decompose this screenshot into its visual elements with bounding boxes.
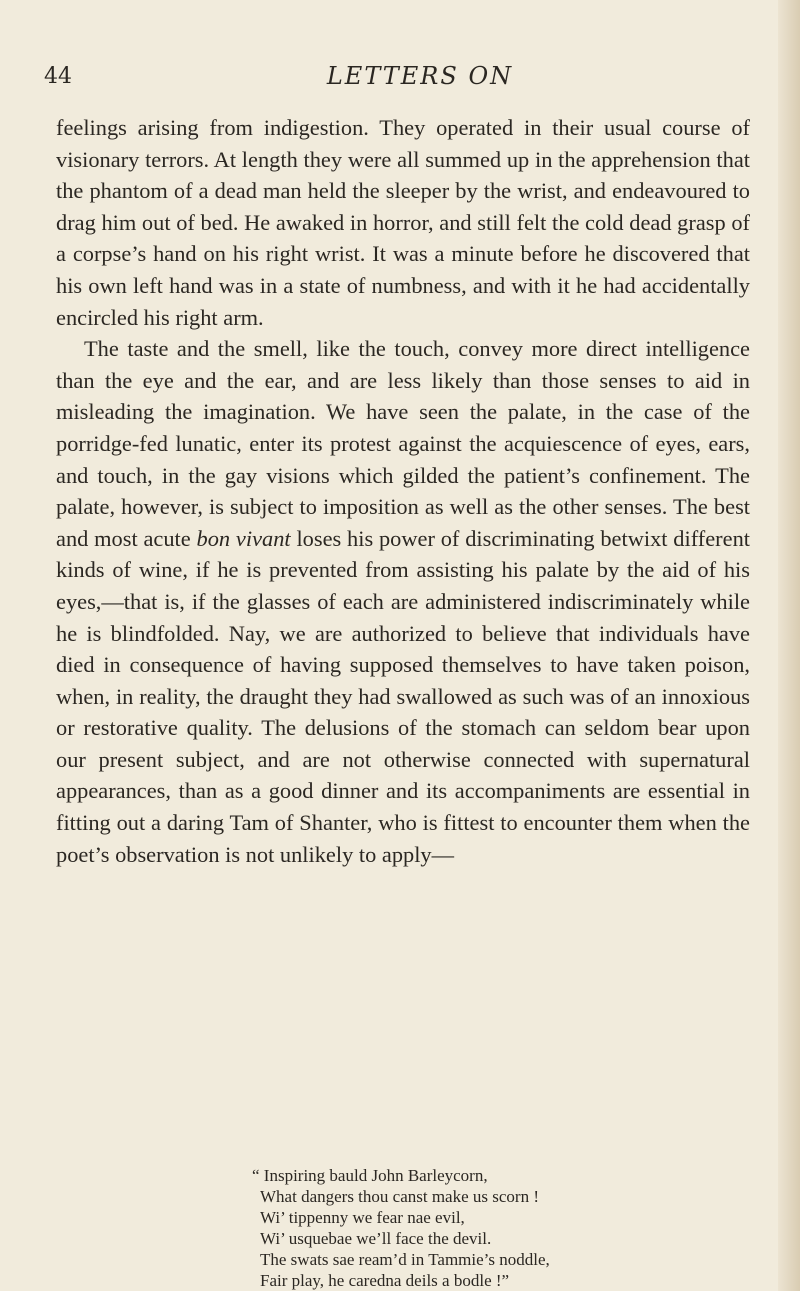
paragraph-2-text-start: The taste and the smell, like the touch, convey more direct intelligence than the eye and the ear, and are less likely than those senses to aid in misleading the imagination. We have seen the palate, in the case of the porridge-fed lunatic, enter its protest against the acquiescence of eyes, ears, and touch, in the gay visions which gilded the patient’s confinement. The palate, however, is subject to imposition as well as the other senses. The best and most acute [56,336,750,551]
paragraph-2-text-end: loses his power of discriminating betwixt different kinds of wine, if he is prevented from assisting his palate by the aid of his eyes,—that is, if the glasses of each are administered indiscriminately while he is blindfolded. Nay, we are authorized to believe that individuals have died in consequence of having supposed themselves to have taken poison, when, in reality, the draught they had swallowed as such was of an innoxious or restorative quality. The delusions of the stomach can seldom bear upon our present subject, and are not otherwise connected with supernatural appearances, than as a good dinner and its accompaniments are essential in fitting out a daring Tam of Shanter, who is fittest to encounter them when the poet’s observation is not unlikely to apply— [56,525,750,867]
paragraph-1 [56,112,750,333]
running-head: LETTERS ON [326,62,514,90]
verse-line: Wi’ tippenny we fear nae evil, [260,1208,465,1227]
verse-line: Wi’ usquebae we’ll face the devil. [260,1229,492,1248]
paragraph-1-text: feelings arising from indigestion. They operated in their usual course of visionary terrors. At length they were all summed up in the apprehension that the phantom of a dead man held the sleeper by the wrist, and endeavoured to drag him out of bed. He awaked in horror, and still felt the cold dead grasp of a corpse’s hand on his right wrist. It was a minute before he discovered that his own left hand was in a state of numbness, and with it he had accidentally encircled his right arm. [56,115,750,330]
verse-line: The swats sae ream’d in Tammie’s noddle, [260,1250,550,1269]
page-header [44,62,756,98]
verse-quotation [252,1165,740,1291]
page-number: 44 [44,64,72,89]
verse-line: “ Inspiring bauld John Barleycorn, [252,1166,488,1185]
page-edge [778,0,800,1291]
body-text [56,112,750,870]
verse-line: Fair play, he caredna deils a bodle !” [260,1271,510,1290]
paragraph-2 [56,333,750,870]
italic-phrase: bon vivant [196,525,291,551]
verse-line: What dangers thou canst make us scorn ! [260,1187,539,1206]
